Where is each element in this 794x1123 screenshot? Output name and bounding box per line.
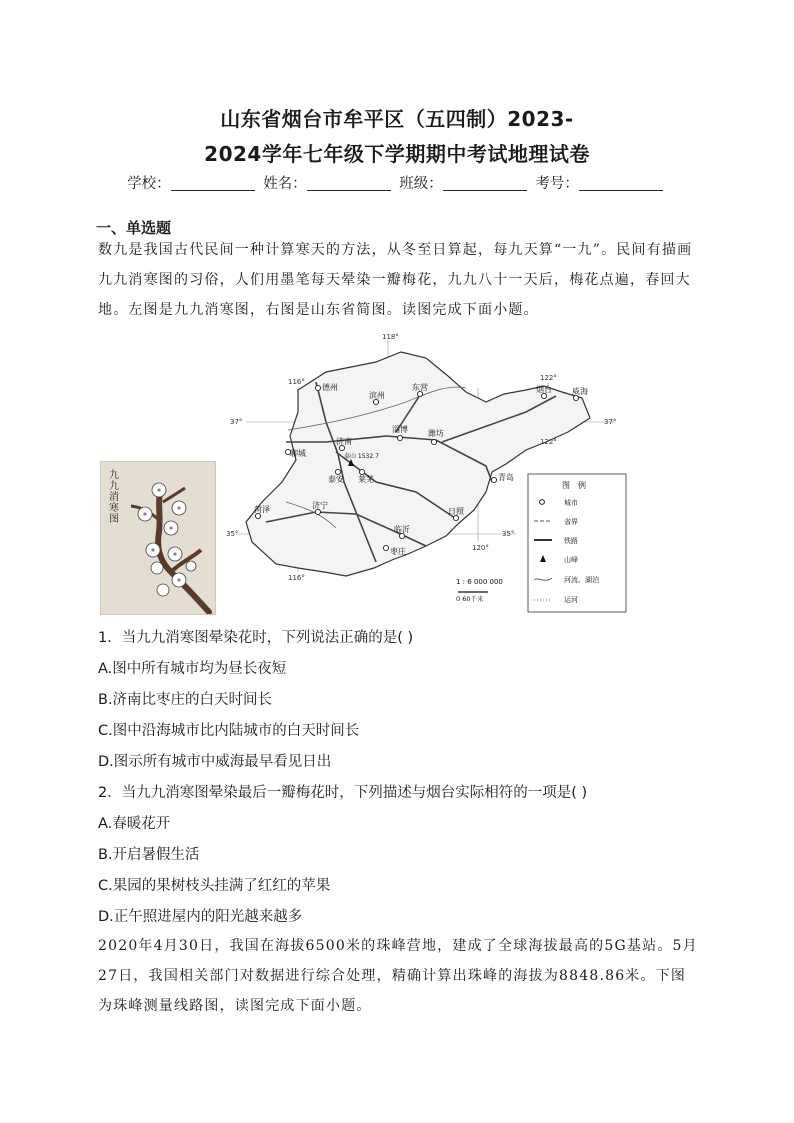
lat-label: 35° — [502, 530, 515, 538]
lon-label: 118° — [382, 333, 399, 341]
school-label: 学校： — [127, 176, 171, 192]
city-label: 枣庄 — [390, 547, 406, 556]
city-label: 烟台 — [536, 385, 552, 394]
map-scale — [456, 578, 503, 603]
name-blank[interactable] — [307, 176, 391, 191]
number-label: 考号： — [535, 176, 579, 192]
class-label: 班级： — [399, 176, 443, 192]
city-label: 东营 — [412, 383, 428, 392]
city-label: 威海 — [572, 387, 588, 396]
city-label: 聊城 — [290, 449, 306, 458]
question-2-option-a[interactable]: A.春暖花开 — [98, 816, 171, 832]
legend-title: 图 例 — [562, 481, 586, 490]
scale-text: 1 : 6 000 000 — [456, 578, 503, 586]
city-label: 潍坊 — [428, 429, 444, 438]
city-label: 济宁 — [312, 501, 328, 510]
section-heading: 一、单选题 — [96, 219, 172, 237]
question-1-option-b[interactable]: B.济南比枣庄的白天时间长 — [98, 692, 273, 708]
city-label: 临沂 — [394, 525, 410, 534]
peak-label: 泰山 1532.7 — [344, 453, 379, 460]
lon-label: 120° — [472, 544, 489, 552]
lat-label: 37° — [604, 418, 617, 426]
legend-item: 运河 — [564, 596, 578, 604]
city-label: 青岛 — [498, 473, 514, 482]
title-line-1: 山东省烟台市牟平区（五四制）2023- — [220, 107, 574, 131]
city-label: 济南 — [336, 437, 352, 446]
passage-2: 2020年4月30日，我国在海拔6500米的珠峰营地，建成了全球海拔最高的5G基站。5月27日，我国相关部门对数据进行综合处理，精确计算出珠峰的海拔为8848.86米。下图为珠峰测量线路图，读图完成下面小题。 — [98, 938, 698, 1014]
legend-item: 城市 — [564, 499, 578, 507]
lon-label: 122° — [540, 374, 557, 382]
shandong-map — [226, 332, 636, 620]
scale-bar-label: 0 60千米 — [456, 595, 484, 603]
student-info-row — [0, 172, 794, 193]
lat-label: 37° — [230, 418, 243, 426]
legend-item: 山峰 — [564, 556, 578, 564]
city-label: 德州 — [322, 383, 338, 392]
lon-label: 116° — [288, 378, 305, 386]
number-blank[interactable] — [579, 176, 663, 191]
title-line-2: 2024学年七年级下学期期中考试地理试卷 — [204, 142, 590, 166]
lat-label: 35° — [226, 530, 239, 538]
question-2-option-b[interactable]: B.开启暑假生活 — [98, 847, 200, 863]
question-2-stem: 2．当九九消寒图晕染最后一瓣梅花时，下列描述与烟台实际相符的一项是( ) — [98, 785, 588, 801]
city-label: 淄博 — [392, 425, 408, 434]
legend-item: 河流、湖泊 — [564, 576, 599, 584]
question-2-option-c[interactable]: C.果园的果树枝头挂满了红红的苹果 — [98, 878, 331, 894]
city-label: 日照 — [448, 507, 464, 516]
plum-figure-label: 九九消寒图 — [109, 470, 119, 525]
question-1-option-c[interactable]: C.图中沿海城市比内陆城市的白天时间长 — [98, 723, 360, 739]
lon-label: 116° — [288, 574, 305, 582]
class-blank[interactable] — [443, 176, 527, 191]
plum-blossom-figure — [100, 461, 216, 615]
question-1-option-d[interactable]: D.图示所有城市中威海最早看见日出 — [98, 754, 332, 770]
passage-1: 数九是我国古代民间一种计算寒天的方法，从冬至日算起，每九天算“一九”。民间有描画九九消寒图的习俗，人们用墨笔每天晕染一瓣梅花，九九八十一天后，梅花点遍，春回大地。左图是九九消寒图，右图是山东省简图。读图完成下面小题。 — [98, 242, 693, 318]
city-label: 菏泽 — [254, 505, 270, 514]
city-label: 莱芜 — [358, 475, 374, 484]
map-legend — [528, 474, 626, 612]
city-label: 泰安 — [328, 475, 344, 484]
legend-item: 省界 — [564, 518, 578, 526]
city-label: 滨州 — [369, 391, 385, 400]
question-1-stem: 1．当九九消寒图晕染花时，下列说法正确的是( ) — [98, 630, 414, 646]
question-1-option-a[interactable]: A.图中所有城市均为昼长夜短 — [98, 661, 287, 677]
legend-item: 铁路 — [564, 537, 578, 545]
name-label: 姓名： — [263, 176, 307, 192]
question-2-option-d[interactable]: D.正午照进屋内的阳光越来越多 — [98, 909, 303, 925]
lon-label: 122° — [540, 438, 557, 446]
school-blank[interactable] — [171, 176, 255, 191]
